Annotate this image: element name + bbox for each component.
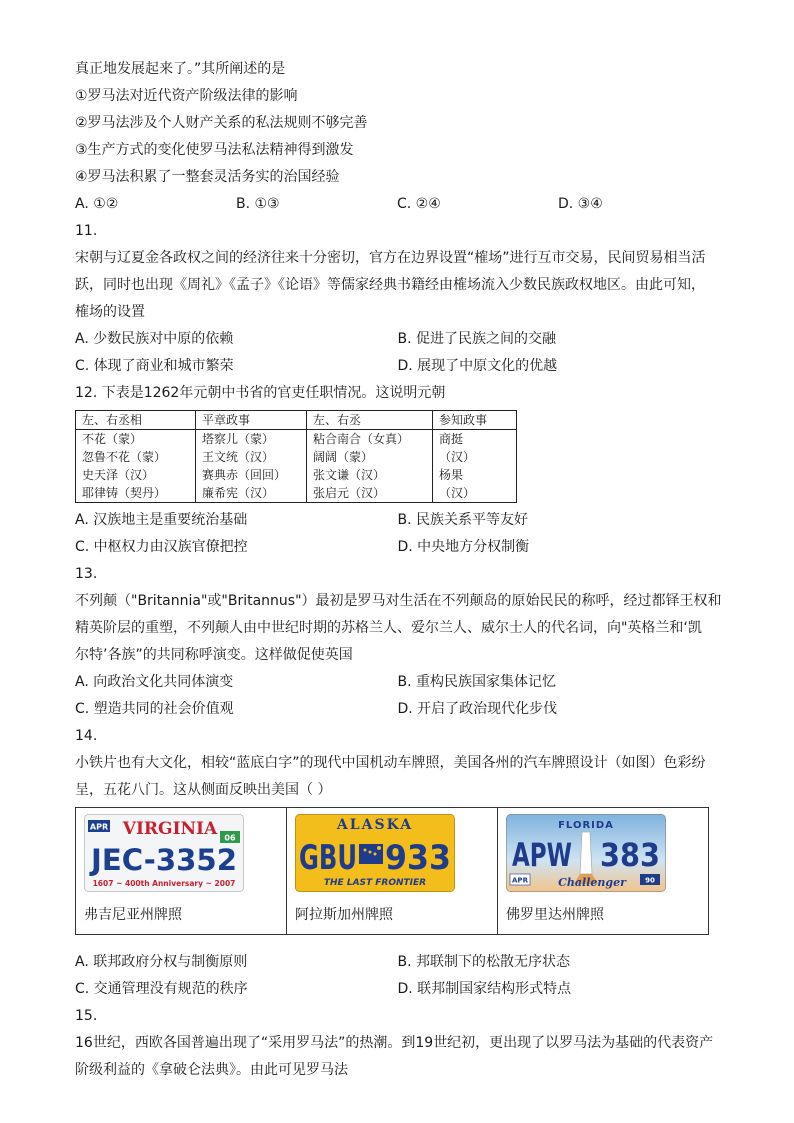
q11-stem-line-2: 跃，同时也出现《周礼》《孟子》《论语》等儒家经典书籍经由榷场流入少数民族政权地区。由此可知， (75, 277, 705, 293)
q11-number: 11. (75, 223, 98, 239)
table-cell: 张文谦（汉） (313, 468, 386, 482)
q11-stem-line-1: 宋朝与辽夏金各政权之间的经济往来十分密切，官方在边界设置“榷场”进行互市交易，民间贸易相当活 (75, 250, 706, 266)
q10-option-c[interactable]: C. ②④ (397, 196, 441, 212)
alaska-plate-number-right: 933 (385, 838, 451, 878)
table-cell: 粘合南合（女真） (313, 432, 410, 446)
table-cell: （汉） (439, 486, 476, 500)
q13-option-a[interactable]: A. 向政治文化共同体演变 (75, 674, 234, 690)
table-cell: 阔阔（蒙） (313, 450, 374, 464)
q10-options (75, 191, 720, 218)
q14-options-row-2 (75, 976, 720, 1003)
table-cell: 不花（蒙） (82, 432, 143, 446)
q10-item-3: ③生产方式的变化使罗马法私法精神得到激发 (75, 142, 354, 158)
virginia-plate-number: JEC-3352 (88, 843, 237, 877)
table-cell: 廉希宪（汉） (202, 486, 275, 500)
virginia-plate-footer: 1607 ~ 400th Anniversary ~ 2007 (92, 879, 236, 888)
q13-option-d[interactable]: D. 开启了政治现代化步伐 (397, 701, 558, 717)
table-cell: 杨果 (439, 468, 464, 482)
q13-option-c[interactable]: C. 塑造共同的社会价值观 (75, 701, 234, 717)
q14-options-row-1 (75, 949, 720, 976)
table-col-cheng (307, 430, 433, 503)
q13-options-row-1 (75, 669, 720, 696)
q10-item-4: ④罗马法积累了一整套灵活务实的治国经验 (75, 169, 340, 185)
q12-option-a[interactable]: A. 汉族地主是重要统治基础 (75, 512, 248, 528)
q12-option-d[interactable]: D. 中央地方分权制衡 (397, 539, 530, 555)
alaska-state-name: ALASKA (336, 817, 414, 833)
q14-stem-line-2: 呈，五花八门。这从侧面反映出美国（ ） (75, 782, 332, 798)
virginia-month-sticker: APR (89, 822, 109, 832)
table-cell: 耶律铸（契丹） (82, 486, 167, 500)
q14-number: 14. (75, 728, 98, 744)
florida-plate-number-right: 383 (600, 836, 660, 874)
table-cell: 赛典赤（回回） (202, 468, 287, 482)
q14-option-c[interactable]: C. 交通管理没有规范的秩序 (75, 981, 248, 997)
table-header-pingzhang: 平章政事 (196, 411, 307, 430)
q11-options-row-2 (75, 353, 720, 380)
officials-table (75, 410, 517, 503)
virginia-state-name: VIRGINIA (122, 819, 218, 839)
q11-option-a[interactable]: A. 少数民族对中原的依赖 (75, 331, 234, 347)
table-col-chancellor (76, 430, 196, 503)
virginia-year-sticker: 06 (224, 833, 236, 843)
exam-page (75, 56, 720, 1084)
virginia-plate-image (84, 814, 244, 892)
q10-item-1: ①罗马法对近代资产阶级法律的影响 (75, 88, 298, 104)
q13-options-row-2 (75, 696, 720, 723)
plate-cell-virginia (76, 808, 287, 935)
florida-plate-number-left: APW (512, 836, 572, 874)
table-cell: 塔察儿（蒙） (202, 432, 275, 446)
q15-number: 15. (75, 1008, 98, 1024)
table-cell: 张启元（汉） (313, 486, 386, 500)
q15-stem-line-1: 16世纪，西欧各国普遍出现了“采用罗马法”的热潮。到19世纪初，更出现了以罗马法为基础的代表资产 (75, 1035, 714, 1051)
alaska-plate-image (295, 814, 455, 892)
q11-option-d[interactable]: D. 展现了中原文化的优越 (397, 358, 558, 374)
table-cell: 史天泽（汉） (82, 468, 155, 482)
q12-stem: 12. 下表是1262年元朝中书省的官吏任职情况。这说明元朝 (75, 385, 446, 401)
alaska-flag-icon (359, 844, 383, 864)
license-plates-table (75, 807, 709, 935)
q12-option-b[interactable]: B. 民族关系平等友好 (397, 512, 529, 528)
q11-option-c[interactable]: C. 体现了商业和城市繁荣 (75, 358, 234, 374)
table-header-canzhi: 参知政事 (433, 411, 517, 430)
florida-caption: 佛罗里达州牌照 (506, 907, 604, 923)
q14-stem-line-1: 小铁片也有大文化，相较“蓝底白字”的现代中国机动车牌照，美国各州的汽车牌照设计（如图）色彩纷 (75, 755, 706, 771)
table-header-chancellor: 左、右丞相 (76, 411, 196, 430)
table-col-pingzhang (196, 430, 307, 503)
table-cell: 忽鲁不花（蒙） (82, 450, 167, 464)
plate-cell-florida (498, 808, 709, 935)
plate-cell-alaska (287, 808, 498, 935)
q14-option-a[interactable]: A. 联邦政府分权与制衡原则 (75, 954, 248, 970)
q13-number: 13. (75, 566, 98, 582)
q10-option-a[interactable]: A. ①② (75, 196, 119, 212)
table-col-canzhi (433, 430, 517, 503)
florida-plate-image (506, 814, 666, 892)
q10-stem-tail: 真正地发展起来了。”其所阐述的是 (75, 61, 286, 77)
alaska-plate-footer: THE LAST FRONTIER (323, 878, 427, 888)
q10-option-b[interactable]: B. ①③ (236, 196, 280, 212)
alaska-caption: 阿拉斯加州牌照 (295, 907, 393, 923)
q13-stem-line-3: 尔特’各族”的共同称呼演变。这样做促使英国 (75, 647, 353, 663)
q12-option-c[interactable]: C. 中枢权力由汉族官僚把控 (75, 539, 248, 555)
florida-month-sticker: APR (512, 876, 528, 885)
q14-option-d[interactable]: D. 联邦制国家结构形式特点 (397, 981, 572, 997)
q13-stem-line-1: 不列颠（"Britannia"或"Britannus"）最初是罗马对生活在不列颠岛的原始民民的称呼，经过都铎王权和 (75, 593, 722, 609)
q11-option-b[interactable]: B. 促进了民族之间的交融 (397, 331, 557, 347)
alaska-plate-number-left: GBU (299, 838, 357, 878)
q14-option-b[interactable]: B. 邦联制下的松散无序状态 (397, 954, 571, 970)
q11-stem-line-3: 榷场的设置 (75, 304, 145, 320)
table-header-cheng: 左、右丞 (307, 411, 433, 430)
q10-option-d[interactable]: D. ③④ (558, 196, 603, 212)
q10-item-2: ②罗马法涉及个人财产关系的私法规则不够完善 (75, 115, 368, 131)
florida-plate-footer: Challenger (558, 876, 626, 889)
florida-state-name: FLORIDA (558, 820, 614, 831)
q12-options-row-1 (75, 507, 720, 534)
q15-stem-line-2: 阶级利益的《拿破仑法典》。由此可见罗马法 (75, 1062, 348, 1078)
q13-option-b[interactable]: B. 重构民族国家集体记忆 (397, 674, 557, 690)
q11-options-row-1 (75, 326, 720, 353)
table-cell: 商挺 (439, 432, 464, 446)
table-cell: （汉） (439, 450, 476, 464)
q13-stem-line-2: 精英阶层的重塑，不列颠人由中世纪时期的苏格兰人、爱尔兰人、威尔士人的代名词，向"英格兰和‘凯 (75, 620, 702, 636)
q12-options-row-2 (75, 534, 720, 561)
florida-year-sticker: 90 (645, 876, 655, 885)
virginia-caption: 弗吉尼亚州牌照 (84, 907, 182, 923)
table-cell: 王文统（汉） (202, 450, 275, 464)
